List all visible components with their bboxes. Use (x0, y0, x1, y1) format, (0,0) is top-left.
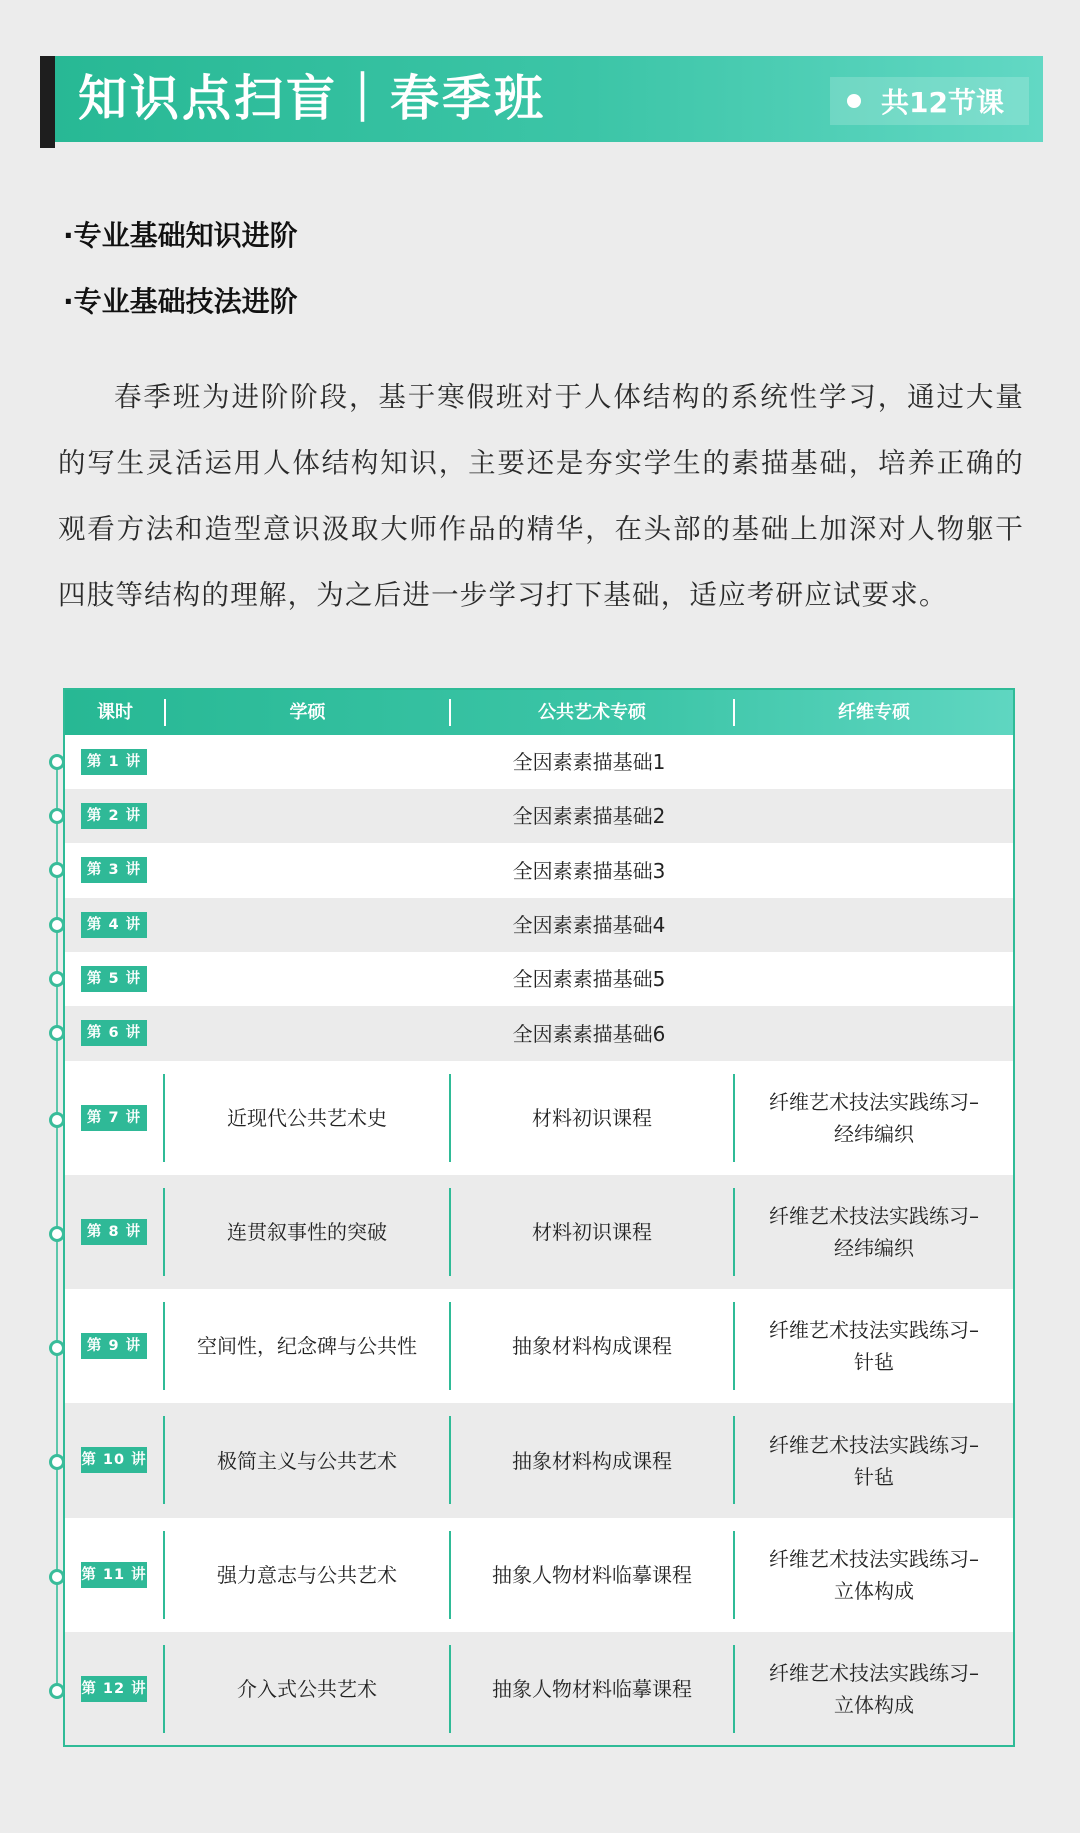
lesson-badge: 第 3 讲 (81, 857, 147, 883)
fiber-cell (735, 1061, 1013, 1175)
fiber-cell (735, 1403, 1013, 1518)
timeline-node (49, 1226, 65, 1242)
table-row (65, 1289, 1013, 1403)
fiber-cell (735, 1289, 1013, 1403)
lesson-badge: 第 7 讲 (81, 1105, 147, 1131)
lesson-badge: 第 6 讲 (81, 1020, 147, 1046)
public-art-cell: 抽象材料构成课程 (512, 1448, 672, 1473)
fiber-line-1: 纤维艺术技法实践练习– (769, 1547, 979, 1571)
merged-cell: 全因素素描基础4 (512, 913, 666, 937)
page-title: 知识点扫盲｜春季班 (78, 70, 547, 127)
merged-cell: 全因素素描基础1 (512, 750, 666, 774)
merged-cell: 全因素素描基础3 (512, 858, 666, 883)
table-row (65, 898, 1013, 952)
lesson-count-label: 共12节课 (881, 86, 1004, 119)
xueshuo-cell: 介入式公共艺术 (237, 1676, 377, 1701)
header-xueshuo: 学硕 (289, 702, 326, 723)
fiber-cell (735, 1632, 1013, 1745)
table-row (65, 735, 1013, 789)
bullet-knowledge: ·专业基础知识进阶 (63, 219, 298, 252)
lesson-badge: 第 2 讲 (81, 803, 147, 829)
header-public-art: 公共艺术专硕 (538, 702, 646, 723)
header-accent-bar (40, 56, 55, 148)
fiber-line-2: 经纬编织 (834, 1122, 914, 1146)
lesson-badge: 第 5 讲 (81, 966, 147, 992)
bullet-technique: ·专业基础技法进阶 (63, 285, 298, 318)
xueshuo-cell: 近现代公共艺术史 (227, 1106, 387, 1130)
header-fiber: 纤维专硕 (838, 702, 910, 723)
lesson-badge: 第 8 讲 (81, 1219, 147, 1245)
fiber-line-1: 纤维艺术技法实践练习– (769, 1204, 979, 1228)
fiber-line-2: 立体构成 (834, 1579, 914, 1603)
lesson-badge: 第 10 讲 (81, 1447, 147, 1473)
fiber-cell (735, 1518, 1013, 1632)
fiber-line-2: 针毡 (854, 1464, 894, 1489)
fiber-line-1: 纤维艺术技法实践练习– (769, 1318, 979, 1342)
fiber-cell (735, 1175, 1013, 1289)
public-art-cell: 材料初识课程 (532, 1220, 652, 1244)
timeline-node (49, 1454, 65, 1470)
lesson-badge: 第 11 讲 (81, 1562, 147, 1588)
timeline-node (49, 1025, 65, 1041)
lesson-badge: 第 4 讲 (81, 912, 147, 938)
table-row (65, 1006, 1013, 1061)
fiber-line-2: 经纬编织 (834, 1236, 914, 1260)
lesson-count-badge (830, 77, 1029, 125)
xueshuo-cell: 强力意志与公共艺术 (217, 1563, 397, 1587)
lesson-badge: 第 12 讲 (81, 1676, 147, 1702)
table-row (65, 1403, 1013, 1518)
timeline-node (49, 1340, 65, 1356)
lesson-badge: 第 9 讲 (81, 1333, 147, 1359)
fiber-line-1: 纤维艺术技法实践练习– (769, 1432, 979, 1457)
timeline-node (49, 862, 65, 878)
merged-cell: 全因素素描基础2 (512, 804, 666, 828)
table-row (65, 1518, 1013, 1632)
merged-cell: 全因素素描基础5 (512, 967, 666, 991)
fiber-line-2: 针毡 (854, 1350, 894, 1374)
xueshuo-cell: 极简主义与公共艺术 (217, 1448, 397, 1473)
course-table (63, 688, 1015, 1747)
table-row (65, 1175, 1013, 1289)
timeline-node (49, 1569, 65, 1585)
table-row (65, 1632, 1013, 1745)
fiber-line-1: 纤维艺术技法实践练习– (769, 1660, 979, 1685)
xueshuo-cell: 连贯叙事性的突破 (227, 1220, 387, 1244)
timeline-node (49, 1683, 65, 1699)
timeline-node (49, 917, 65, 933)
timeline-node (49, 808, 65, 824)
intro-paragraph: 春季班为进阶阶段，基于寒假班对于人体结构的系统性学习，通过大量的写生灵活运用人体结构知识，主要还是夯实学生的素描基础，培养正确的观看方法和造型意识汲取大师作品的精华，在头部的基础上加深对人物躯干四肢等结构的理解，为之后进一步学习打下基础，适应考研应试要求。 (58, 381, 1024, 611)
dot-icon (847, 94, 861, 108)
timeline-node (49, 754, 65, 770)
merged-cell: 全因素素描基础6 (512, 1021, 666, 1046)
header-lesson: 课时 (97, 702, 133, 723)
public-art-cell: 抽象人物材料临摹课程 (492, 1563, 692, 1587)
public-art-cell: 材料初识课程 (532, 1106, 652, 1130)
table-row (65, 1061, 1013, 1175)
fiber-line-1: 纤维艺术技法实践练习– (769, 1090, 979, 1114)
public-art-cell: 抽象人物材料临摹课程 (492, 1676, 692, 1701)
lesson-badge: 第 1 讲 (81, 749, 147, 775)
public-art-cell: 抽象材料构成课程 (512, 1334, 672, 1358)
fiber-line-2: 立体构成 (834, 1692, 914, 1717)
xueshuo-cell: 空间性，纪念碑与公共性 (197, 1334, 417, 1358)
timeline-node (49, 971, 65, 987)
timeline-node (49, 1112, 65, 1128)
table-row (65, 952, 1013, 1006)
table-header (65, 690, 1013, 735)
table-row (65, 789, 1013, 843)
table-row (65, 843, 1013, 898)
